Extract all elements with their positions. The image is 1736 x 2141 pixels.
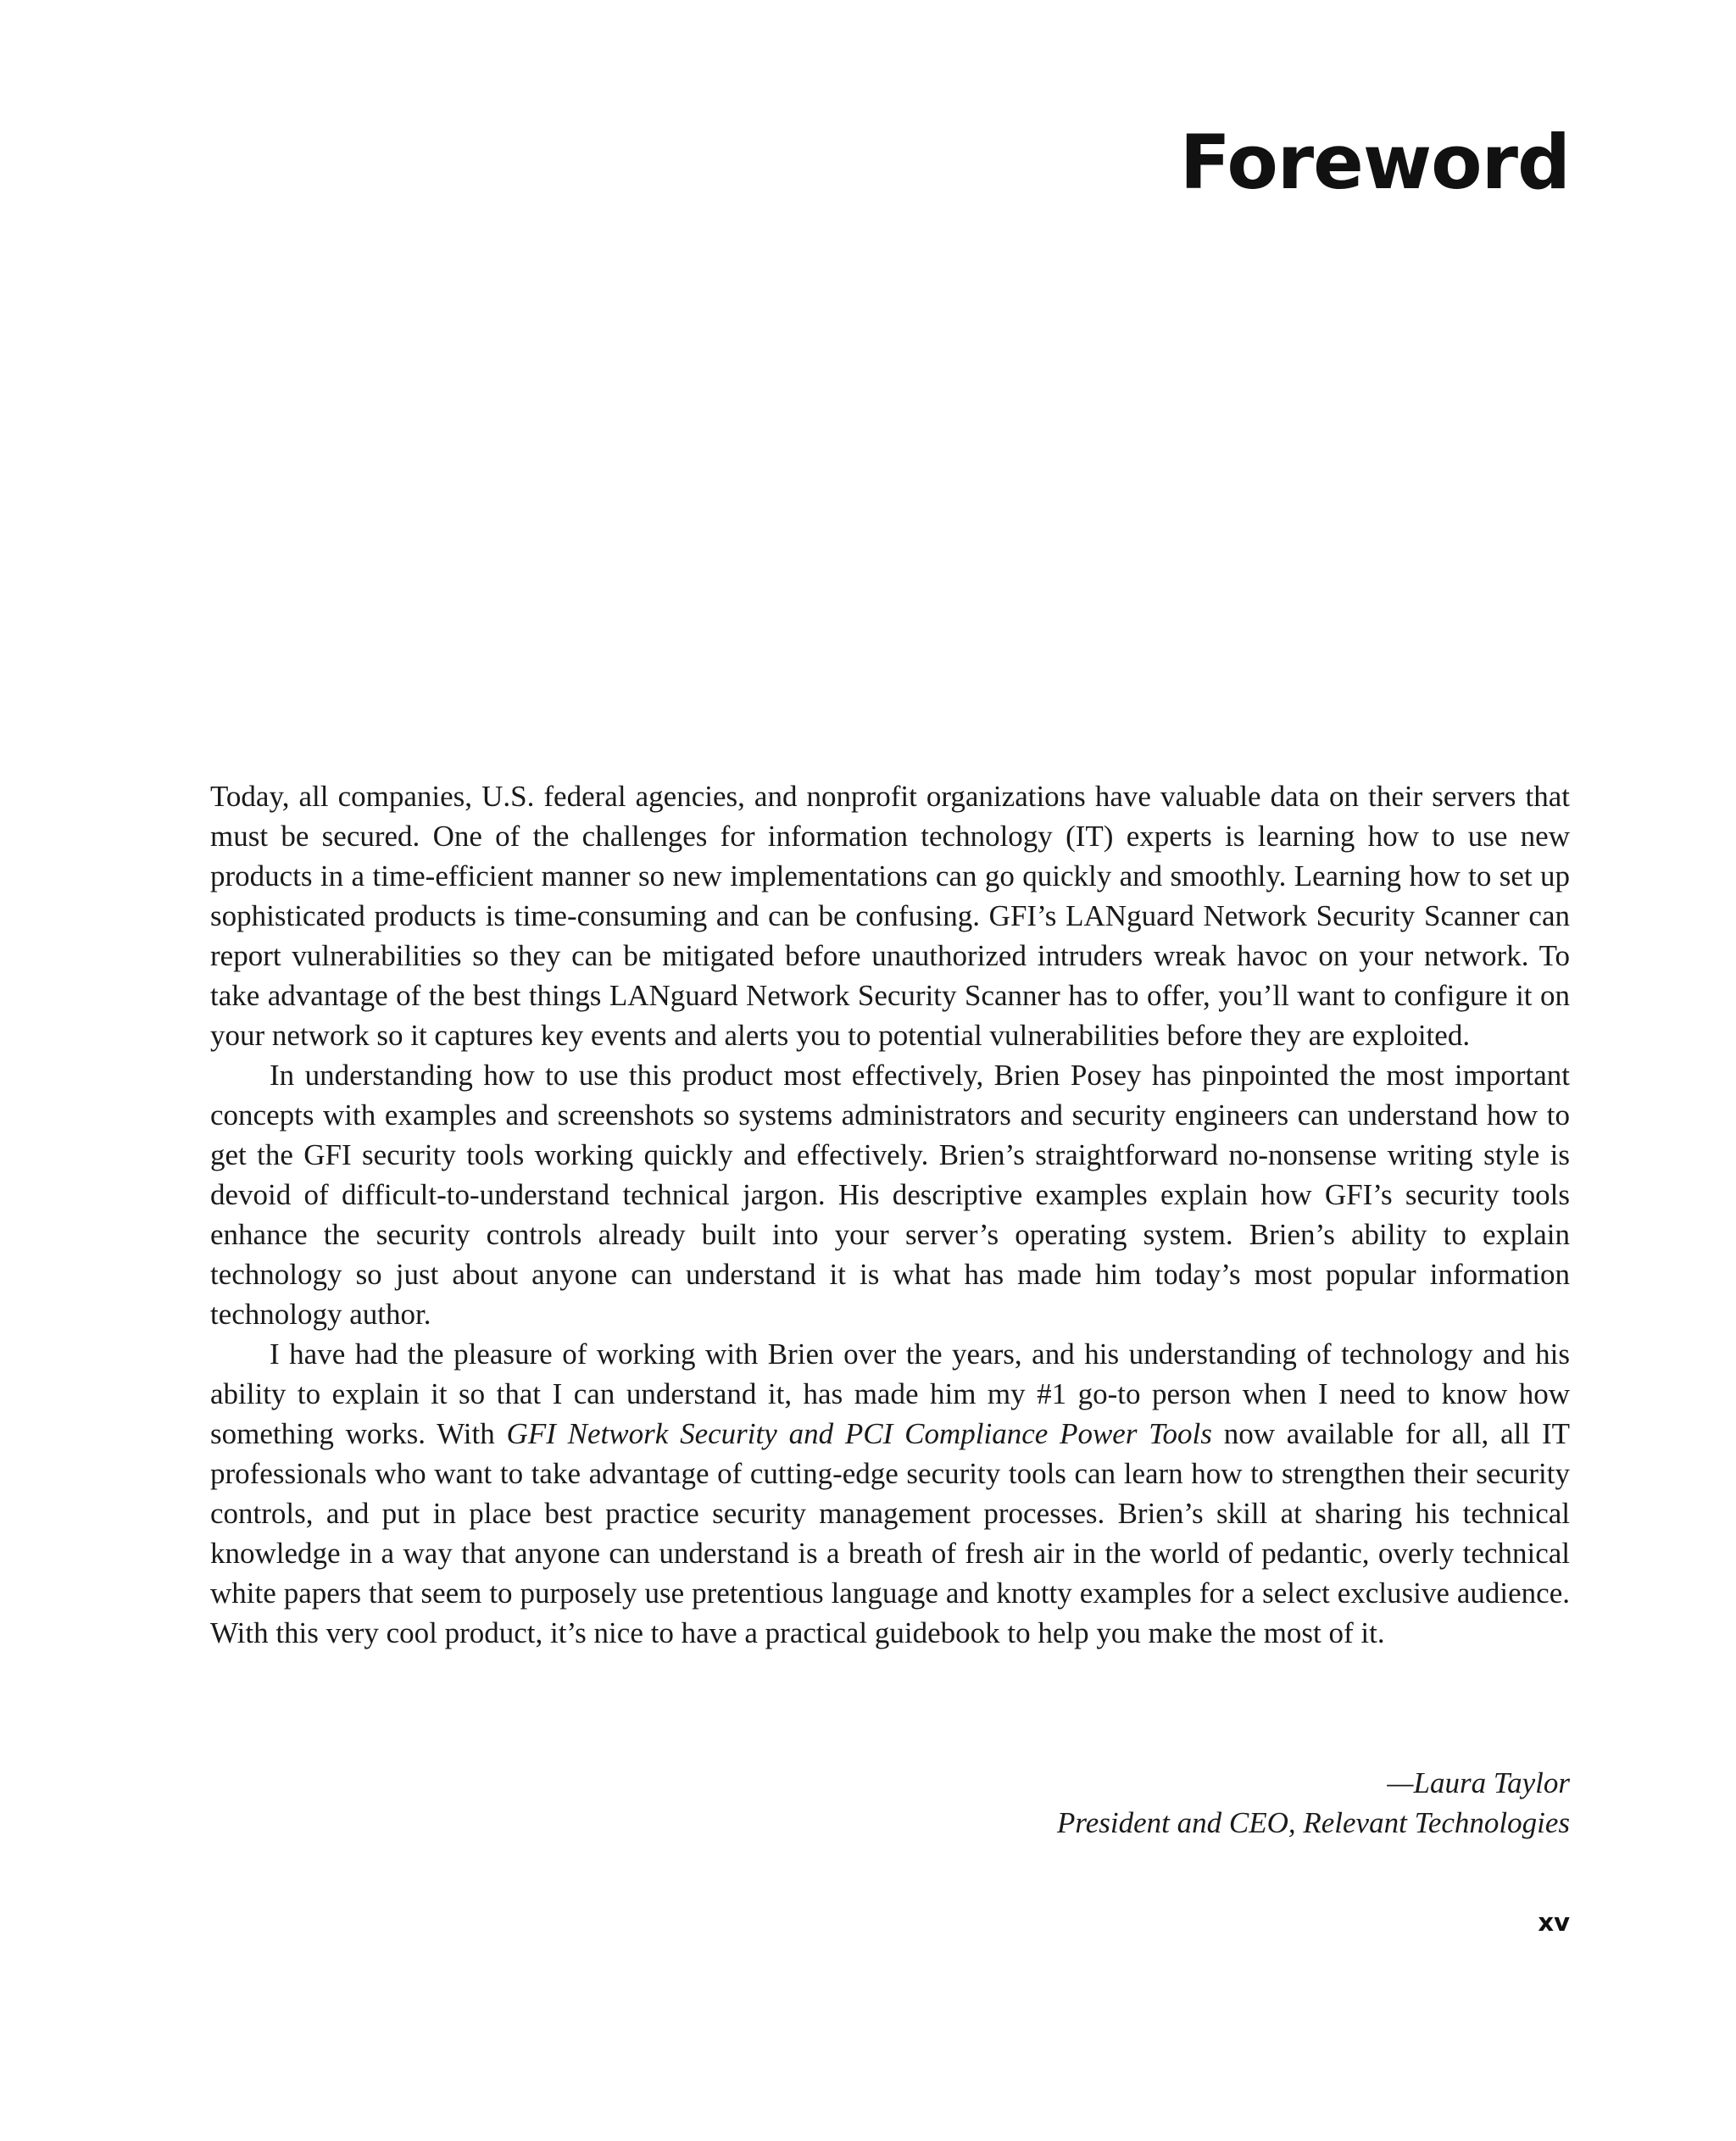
page-number: xv — [1538, 1908, 1570, 1937]
author-name: —Laura Taylor — [1387, 1766, 1570, 1799]
paragraph-3-text-after: now available for all, all IT professionals who want to take advantage of cutting-edge security tools can learn how to strengthen their security controls, and put in place best practice security management processes. Brien’s skill at sharing his technical knowledge in a way that anyone can understand is a breath of fresh air in the world of pedantic, overly technical white papers that seem to purposely use pretentious language and knotty examples for a select exclusive audience. With this very cool product, it’s nice to have a practical guidebook to help you make the most of it. — [210, 1417, 1570, 1649]
attribution — [1057, 1763, 1570, 1843]
paragraph-1: Today, all companies, U.S. federal agencies, and nonprofit organizations have valuable data on their servers that must be secured. One of the challenges for information technology (IT) experts is learning how to use new products in a time-efficient manner so new implementations can go quickly and smoothly. Learning how to set up sophisticated products is time-consuming and can be confusing. GFI’s LANguard Network Security Scanner can report vulnerabilities so they can be mitigated before unauthorized intruders wreak havoc on your network. To take advantage of the best things LANguard Network Security Scanner has to offer, you’ll want to configure it on your network so it captures key events and alerts you to potential vulnerabilities before they are exploited. — [210, 780, 1570, 1052]
paragraph-2: In understanding how to use this product most effectively, Brien Posey has pinpointed the most important concepts with examples and screenshots so systems administrators and security engineers can understand how to get the GFI security tools working quickly and effectively. Brien’s straightforward no-nonsense writing style is devoid of difficult-to-understand technical jargon. His descriptive examples explain how GFI’s security tools enhance the security controls already built into your server’s operating system. Brien’s ability to explain technology so just about anyone can understand it is what has made him today’s most popular information technology author. — [210, 1059, 1570, 1331]
chapter-title: Foreword — [1179, 119, 1570, 206]
author-role: President and CEO, Relevant Technologies — [1057, 1806, 1570, 1839]
book-title: GFI Network Security and PCI Compliance Power Tools — [506, 1417, 1212, 1450]
paragraph-3-text-before: I have had the pleasure of working with Brien over the years, and his understanding of technology and his ability to explain it so that I can understand it, has made him my #1 go-to person when I need to know how something works. With — [210, 1337, 1570, 1450]
foreword-body — [210, 776, 1570, 1653]
paragraph-3 — [210, 1334, 1570, 1653]
